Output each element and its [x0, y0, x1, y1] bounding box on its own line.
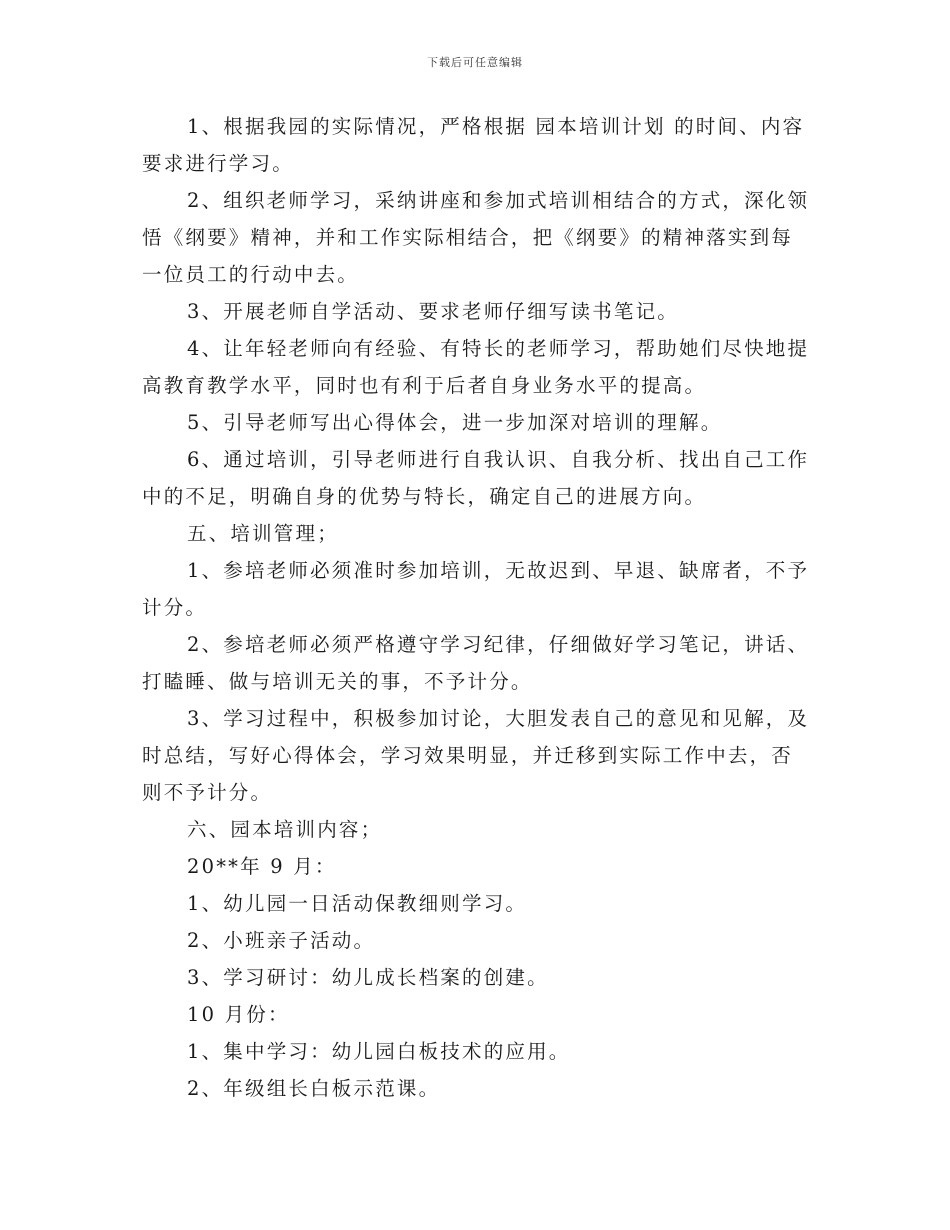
list-item: 2、年级组长白板示范课。	[187, 1077, 441, 1100]
list-item: 1、集中学习：幼儿园白板技术的应用。	[187, 1040, 571, 1063]
list-item: 2、小班亲子活动。	[187, 929, 376, 952]
list-item: 1、幼儿园一日活动保教细则学习。	[187, 892, 528, 915]
list-item: 3、学习研讨：幼儿成长档案的创建。	[187, 966, 549, 989]
paragraph: 3、学习过程中，积极参加讨论，大胆发表自己的意见和见解，及时总结，写好心得体会，学习效果明显，并迁移到实际工作中去，否则不予计分。	[142, 707, 810, 804]
paragraph: 2、组织老师学习，采纳讲座和参加式培训相结合的方式，深化领悟《纲要》精神，并和工作实际相结合，把《纲要》的精神落实到每一位员工的行动中去。	[142, 189, 810, 286]
paragraph: 1、参培老师必须准时参加培训，无故迟到、早退、缺席者，不予计分。	[142, 559, 810, 619]
section-heading: 五、培训管理；	[187, 522, 339, 545]
section-heading: 六、园本培训内容；	[187, 818, 383, 841]
paragraph: 5、引导老师写出心得体会，进一步加深对培训的理解。	[187, 411, 723, 434]
paragraph: 1、根据我园的实际情况，严格根据 园本培训计划 的时间、内容要求进行学习。	[142, 115, 805, 175]
paragraph: 3、开展老师自学活动、要求老师仔细写读书笔记。	[187, 300, 680, 323]
paragraph: 2、参培老师必须严格遵守学习纪律，仔细做好学习笔记，讲话、打瞌睡、做与培训无关的事，不予计分。	[142, 633, 810, 693]
month-heading: 20**年 9 月：	[187, 855, 337, 878]
paragraph: 6、通过培训，引导老师进行自我认识、自我分析、找出自己工作中的不足，明确自身的优势与特长，确定自己的进展方向。	[142, 448, 810, 508]
header-note: 下载后可任意编辑	[427, 56, 523, 69]
paragraph: 4、让年轻老师向有经验、有特长的老师学习，帮助她们尽快地提高教育教学水平，同时也有利于后者自身业务水平的提高。	[142, 337, 810, 397]
document-body	[142, 108, 810, 1107]
month-heading: 10 月份：	[187, 1003, 290, 1026]
